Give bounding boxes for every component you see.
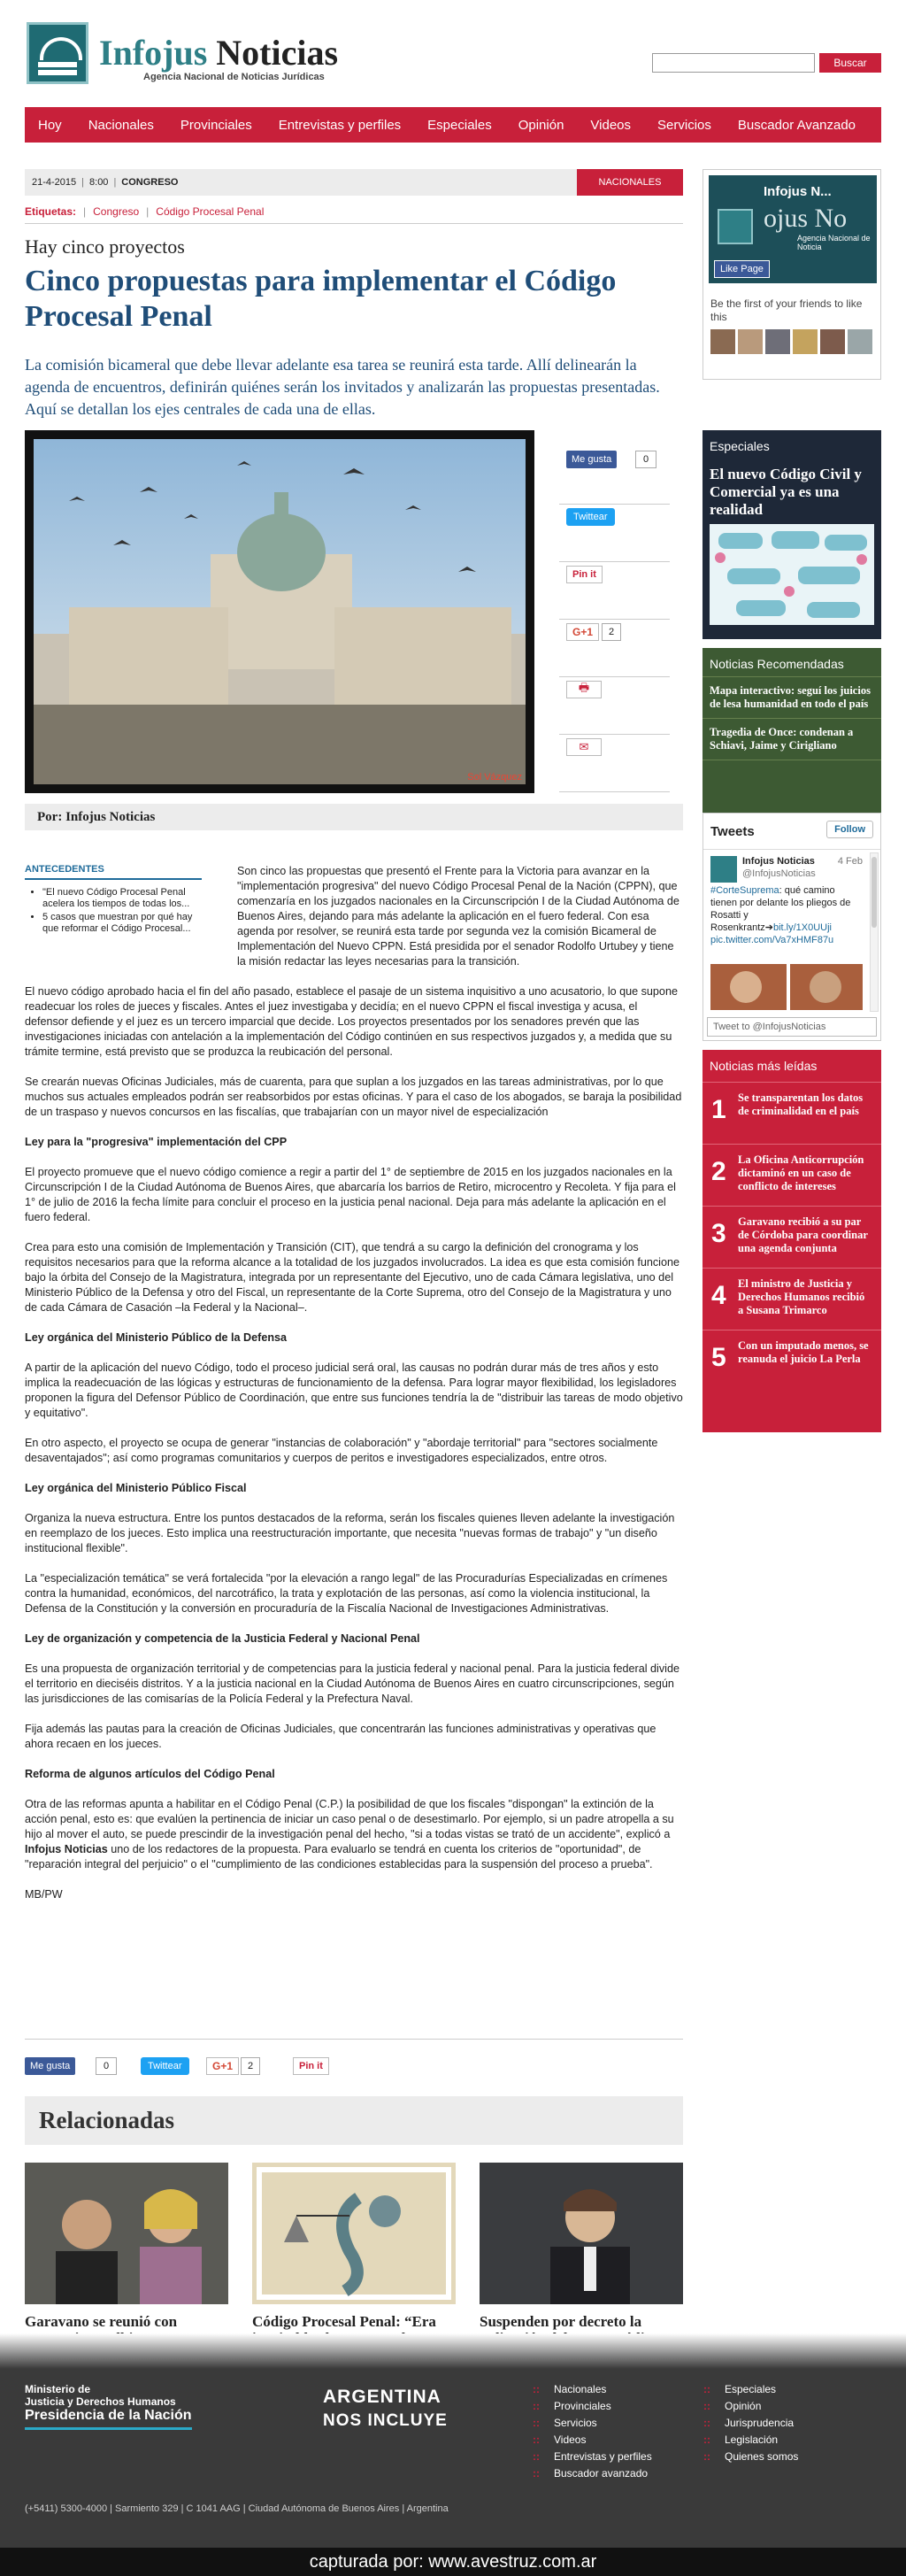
article-time: 8:00 — [89, 177, 109, 188]
nav-item-hoy[interactable]: Hoy — [38, 117, 62, 133]
especiales-box[interactable] — [703, 430, 881, 639]
mas-leida-title: Se transparentan los datos de criminalidad en el país — [738, 1091, 864, 1117]
rank-number: 3 — [711, 1219, 726, 1248]
paragraph: Otra de las reformas apunta a habilitar en el Código Penal (C.P.) la posibilidad de que los fiscales "dispongan" la extinción de la acción penal, esto es: que evalúen la pertinencia de iniciar un caso penal o de desestimarlo. Por ejemplo, si un padre atropella a su hijo al mover el auto, se puede prescindir de la investigación penal del hecho, "si a todas vistas se trató de un accidente", explicó a Infojus Noticias uno de los redactores de la propuesta. Para evaluarlo se tendrá en cuenta los criterios de "oportunidad", de "reparación integral del perjuicio" o el "cumplimiento de las condiciones establecidas para la suspensión del proceso a prueba". — [25, 1798, 674, 1870]
rank-number: 5 — [711, 1343, 726, 1372]
congress-photo-illustration — [34, 439, 526, 784]
article-signature: MB/PW — [25, 1888, 63, 1901]
especiales-label: Especiales — [710, 439, 770, 453]
page-logo-icon — [718, 209, 753, 244]
section-heading: Reforma de algunos artículos del Código Penal — [25, 1768, 275, 1780]
twitter-share-button[interactable]: Twittear — [566, 508, 615, 526]
footer-link[interactable]: :: Nacionales — [533, 2381, 652, 2398]
related-title: Suspenden por decreto la — [480, 2313, 642, 2330]
article-infobar: 21-4-2015 | 8:00 | CONGRESO NACIONALES — [25, 169, 683, 196]
related-title: Código Procesal Penal: “Era — [252, 2313, 436, 2330]
mas-leida-item[interactable] — [703, 1269, 881, 1330]
share-rail — [559, 447, 670, 792]
tweet-to-input[interactable]: Tweet to @InfojusNoticias — [707, 1017, 877, 1037]
facebook-cover[interactable] — [709, 175, 877, 283]
tweet-text: #CorteSuprema: qué camino tienen por delante los pliegos de Rosatti y Rosenkrantz➔bit.ly/1X0UUji pic.twitter.com/Va7xHMF87u — [710, 885, 851, 945]
avatar[interactable] — [710, 329, 735, 354]
email-icon[interactable]: ✉ — [566, 738, 602, 756]
avatar[interactable] — [765, 329, 790, 354]
site-header — [0, 0, 906, 106]
footer-link[interactable]: :: Jurisprudencia — [703, 2415, 798, 2432]
section-heading: Ley de organización y competencia de la Justicia Federal y Nacional Penal — [25, 1632, 420, 1645]
paragraph: Son cinco las propuestas que presentó el Frente para la Victoria para avanzar en la "implementación progresiva" del nuevo Código Procesal Penal de la Nación (CPPN), que comenzaría en los juzgados nacionales en la Circunscripción I de la Ciudad Autónoma de Buenos Aires, dejando para más adelante la aplicación en el fuero federal. Con esa agenda por resolver, se reunirá esta tarde por segunda vez la comisión Bicameral de Implementación del Nuevo CPPN. Está presidida por el senador Rodolfo Urtubey y tiene la misión redactar las leyes necesarias para la transición. — [237, 865, 680, 968]
logo-brand: Infojus — [99, 33, 208, 73]
twitter-widget — [703, 813, 881, 1041]
related-heading: Relacionadas — [25, 2096, 683, 2145]
footer-link[interactable]: :: Provinciales — [533, 2398, 652, 2415]
antecedente-link[interactable]: • 5 casos que muestran por qué hay que reformar el Código Procesal... — [42, 912, 202, 935]
tweets-scrollbar[interactable] — [870, 852, 879, 1012]
nav-item-opinion[interactable]: Opinión — [518, 117, 564, 133]
tweet-photo[interactable] — [710, 964, 863, 1010]
avatar[interactable] — [820, 329, 845, 354]
nos-incluye-claim: NOS INCLUYE — [323, 2411, 448, 2430]
divider — [25, 2039, 683, 2040]
site-logo[interactable] — [99, 32, 338, 73]
divider — [703, 849, 880, 850]
related-image — [480, 2163, 683, 2304]
pinterest-button[interactable]: Pin it — [566, 566, 603, 583]
tweet-date[interactable]: 4 Feb — [837, 856, 863, 867]
section-badge[interactable]: NACIONALES — [577, 169, 683, 196]
footer-link[interactable]: :: Legislación — [703, 2432, 798, 2449]
logo-name: Noticias — [216, 33, 339, 73]
facebook-like-text: Be the first of your friends to like this — [710, 297, 863, 323]
footer-link[interactable]: :: Servicios — [533, 2415, 652, 2432]
mas-leida-title: Garavano recibió a su par de Córdoba para coordinar una agenda conjunta — [738, 1215, 868, 1254]
article-date: 21-4-2015 — [32, 177, 77, 188]
mas-leidas-box — [703, 1050, 881, 1432]
especiales-image — [710, 524, 874, 625]
tweets-title: Tweets — [710, 824, 755, 839]
tweet-link[interactable]: bit.ly/1X0UUji pic.twitter.com/Va7xHMF87u — [710, 922, 834, 945]
tag-link[interactable]: Congreso — [93, 205, 140, 218]
argentina-claim: ARGENTINA — [323, 2387, 441, 2407]
mas-leida-item[interactable] — [703, 1207, 881, 1269]
tags-label: Etiquetas: — [25, 205, 77, 218]
article-body — [25, 864, 683, 1917]
footer-link[interactable]: :: Entrevistas y perfiles — [533, 2449, 652, 2465]
mas-leida-item[interactable] — [703, 1083, 881, 1145]
facebook-faces — [710, 329, 872, 354]
recomendadas-label: Noticias Recomendadas — [703, 648, 881, 677]
section-heading: Ley para la "progresiva" implementación del CPP — [25, 1136, 288, 1148]
facebook-like-count: 0 — [96, 2057, 117, 2075]
rank-number: 4 — [711, 1281, 726, 1310]
facebook-page-widget — [703, 169, 881, 380]
ministry-logo[interactable]: Ministerio de Justicia y Derechos Humanos — [25, 2383, 176, 2408]
mas-leidas-label: Noticias más leídas — [703, 1050, 881, 1083]
footer-link[interactable]: :: Videos — [533, 2432, 652, 2449]
related-item[interactable] — [25, 2163, 228, 2347]
paragraph: El nuevo código aprobado hacia el fin del año pasado, establece el pasaje de un sistema inquisitivo a uno acusatorio, lo que supone readecuar los roles de jueces y fiscales. Antes el juez investigaba y decidía; en el nuevo CPPN el fiscal investiga y acusa, el defensor defiende y el juez es un tercero imparcial que decide. Los proyectos presentados por los senadores prevén que las investigaciones iniciadas con antelación a la implementación del Código continúen en sus respectivos juzgados y, a medida que su trámite termine, está previsto que se produzca la reubicación del personal. — [25, 985, 678, 1058]
google-plus-button[interactable]: G+1 — [206, 2057, 239, 2075]
paragraph: El proyecto promueve que el nuevo código comience a regir a partir del 1° de septiembre de 2015 en los juzgados nacionales en la Circunscripción I de la Ciudad Autónoma de Buenos Aires, que abarcaría los barrios de Retiro, microcentro y Recoleta. Y fija para el 1° de julio de 2016 la fecha límite para concluir el proceso en la justicia penal nacional. Deja para más adelante la aplicación en el fuero federal. — [25, 1166, 676, 1223]
search-button[interactable]: Buscar — [819, 53, 881, 73]
recomendadas-box — [703, 648, 881, 813]
recomendada-item[interactable]: Mapa interactivo: seguí los juicios de lesa humanidad en todo el país — [703, 677, 881, 719]
mas-leida-title: El ministro de Justicia y Derechos Humanos recibió a Susana Trimarco — [738, 1277, 865, 1316]
paragraph: A partir de la aplicación del nuevo Código, todo el proceso judicial será oral, las causas no podrán durar más de tres años y esto implica la readecuación de las lógicas y estructuras de funcionamiento de la defensa. Para lograr mayor flexibilidad, los legisladores proponen la figura del Defensor Público de Coordinación, que entre sus funciones tendría la de "distribuir las tareas de modo objetivo y equitativo". — [25, 1361, 683, 1419]
mas-leida-item[interactable] — [703, 1145, 881, 1207]
facebook-like-button[interactable]: Me gusta — [566, 451, 617, 468]
footer-fade — [0, 2333, 906, 2369]
article-headline: Cinco propuestas para implementar el Código Procesal Penal — [25, 265, 617, 333]
facebook-like-count: 0 — [635, 451, 656, 468]
mas-leida-title: Con un imputado menos, se reanuda el juicio La Perla — [738, 1339, 869, 1365]
avatar[interactable] — [710, 856, 737, 883]
divider — [25, 223, 683, 224]
google-plus-count: 2 — [602, 623, 621, 641]
print-icon[interactable]: 🖶 — [566, 681, 602, 698]
nav-item-provinciales[interactable]: Provinciales — [180, 117, 252, 133]
footer-link[interactable]: :: Opinión — [703, 2398, 798, 2415]
google-plus-count: 2 — [241, 2057, 260, 2075]
recomendada-item[interactable]: Tragedia de Once: condenan a Schiavi, Jaime y Cirigliano — [703, 719, 881, 760]
facebook-cover-text: ojus No — [764, 204, 848, 233]
logo-tagline: Agencia Nacional de Noticias Jurídicas — [143, 72, 325, 82]
paragraph: Se crearán nuevas Oficinas Judiciales, más de cuarenta, para que suplan a los juzgados en las tareas administrativas, por lo que muchos sus actuales empleados podrán ser reabsorbidos por estas oficinas. Y para el caso de los abogados, se baraja la posibilidad de un traspaso y nuevos concursos en las fiscalías, que trabajarían con un mayor nivel de especialización — [25, 1076, 682, 1118]
nav-item-entrevistas[interactable]: Entrevistas y perfiles — [278, 117, 402, 133]
avatar[interactable] — [848, 329, 872, 354]
nav-item-videos[interactable]: Videos — [590, 117, 632, 133]
section-heading: Ley orgánica del Ministerio Público Fiscal — [25, 1482, 247, 1494]
article-lede: La comisión bicameral que debe llevar adelante esa tarea se reunirá esta tarde. Allí delinearán la agenda de encuentros, definirán quiénes serán los invitados y analizarán las propuestas presentadas. Aquí se detallan los ejes centrales de cada una de ellas. — [25, 356, 660, 418]
nav-item-servicios[interactable]: Servicios — [657, 117, 711, 133]
paragraph: Fija además las pautas para la creación de Oficinas Judiciales, que concentrarán las funciones administrativas y operativas que ahora recaen en los jueces. — [25, 1723, 656, 1750]
antecedentes-box — [25, 864, 202, 937]
related-title: Garavano se reunió con — [25, 2313, 178, 2330]
mas-leida-item[interactable] — [703, 1330, 881, 1392]
tweet-hashtag[interactable]: #CorteSuprema — [710, 885, 779, 896]
main-nav — [25, 107, 881, 143]
logo-icon[interactable] — [27, 22, 88, 84]
article-category: CONGRESO — [121, 177, 179, 188]
presidency-label: Presidencia de la Nación — [25, 2408, 192, 2430]
capture-credit: capturada por: www.avestruz.com.ar — [0, 2548, 906, 2576]
facebook-like-button[interactable]: Me gusta — [25, 2057, 75, 2075]
article-byline: Por: Infojus Noticias — [25, 804, 683, 830]
footer-link[interactable]: :: Quienes somos — [703, 2449, 798, 2465]
footer-link[interactable]: :: Buscador avanzado — [533, 2465, 652, 2482]
related-image — [25, 2163, 228, 2304]
paragraph: Organiza la nueva estructura. Entre los puntos destacados de la reforma, serán los fiscales quienes lleven adelante la investigación en reemplazo de los jueces. Esto implica una reestructuración importante, que necesita "nuevas formas de trabajo" y "un diseño institucional flexible". — [25, 1512, 675, 1554]
site-footer — [0, 2369, 906, 2548]
photo-credit: Sol Vázquez — [467, 772, 522, 783]
paragraph: Crea para esto una comisión de Implementación y Transición (CIT), que tendrá a su cargo la definición del cronograma y los requisitos necesarios para que la reforma alcance a la totalidad de los juzgados involucrados. La idea es que esta comisión funcione bajo la órbita del Consejo de la Magistratura, integrada por un representante del Ejecutivo, uno de cada Cámara legislativa, uno del Ministerio Público de la Defensa y otro del Fiscal, un representante de la Corte Suprema, otro del Consejo de la Magistratura y uno de cada Cámara de Casación –la Federal y la Nacional–. — [25, 1241, 680, 1314]
paragraph: En otro aspecto, el proyecto se ocupa de generar "instancias de colaboración" y "abordaje territorial" para "sectores socialmente desaventajados"; así como programas comunitarios y cuerpos de peritos e investigadores especializados, entre otros. — [25, 1437, 658, 1464]
antecedentes-title: ANTECEDENTES — [25, 864, 202, 880]
twitter-follow-button[interactable]: Follow — [826, 821, 873, 838]
nav-item-especiales[interactable]: Especiales — [427, 117, 492, 133]
rank-number: 1 — [711, 1095, 726, 1124]
footer-address: (+5411) 5300-4000 | Sarmiento 329 | C 1041 AAG | Ciudad Autónoma de Buenos Aires | Argentina — [25, 2503, 449, 2514]
search-input[interactable] — [652, 53, 815, 73]
avatar[interactable] — [738, 329, 763, 354]
twitter-share-button[interactable]: Twittear — [141, 2057, 189, 2075]
section-heading: Ley orgánica del Ministerio Público de la Defensa — [25, 1331, 288, 1344]
nav-item-nacionales[interactable]: Nacionales — [88, 117, 154, 133]
tag-link[interactable]: Código Procesal Penal — [156, 205, 265, 218]
facebook-cover-subtitle: Agencia Nacional de Noticia — [797, 234, 871, 251]
rank-number: 2 — [711, 1157, 726, 1186]
share-bar-bottom — [25, 2057, 683, 2077]
paragraph: Es una propuesta de organización territorial y de competencias para la justicia federal y nacional penal. Para la justicia federal divide el territorio en dieciséis distritos. Y a la justicia nacional en la Ciudad Autónoma de Buenos Aires en cuatro circunscripciones, según las jurisdicciones de las comisarías de la Policía Federal y la Prefectura Naval. — [25, 1662, 680, 1705]
mas-leida-title: La Oficina Anticorrupción dictaminó en un caso de conflicto de intereses — [738, 1153, 864, 1192]
tweet-author-handle[interactable]: @InfojusNoticias — [742, 868, 816, 879]
article-kicker: Hay cinco proyectos — [25, 235, 185, 258]
footer-links-col1 — [533, 2381, 652, 2482]
related-image — [252, 2163, 456, 2304]
avatar[interactable] — [793, 329, 818, 354]
article-photo — [25, 430, 534, 793]
footer-links-col2 — [703, 2381, 798, 2465]
footer-link[interactable]: :: Especiales — [703, 2381, 798, 2398]
pinterest-button[interactable]: Pin it — [293, 2057, 329, 2075]
facebook-page-name: Infojus N... — [764, 184, 832, 199]
antecedente-link[interactable]: • "El nuevo Código Procesal Penal acelera los tiempos de todas los... — [42, 887, 202, 910]
nav-item-buscador[interactable]: Buscador Avanzado — [737, 117, 856, 133]
google-plus-button[interactable]: G+1 — [566, 623, 599, 641]
tweet-author-name[interactable]: Infojus Noticias — [742, 856, 815, 867]
tags-row: Etiquetas: | Congreso | Código Procesal Penal — [25, 205, 265, 218]
paragraph: La "especialización temática" se verá fortalecida "por la elevación a rango legal" de las Procuradurías Especializadas en crímenes contra la humanidad, económicos, del narcotráfico, la trata y explotación de las personas, así como la violencia institucional, la Defensa de la Constitución y la conversión en procuraduría de la Fiscalía Nacional de Investigaciones Administrativas. — [25, 1572, 668, 1615]
facebook-like-page-button[interactable]: Like Page — [714, 260, 770, 278]
especiales-title: El nuevo Código Civil y Comercial ya es una realidad — [710, 466, 862, 518]
